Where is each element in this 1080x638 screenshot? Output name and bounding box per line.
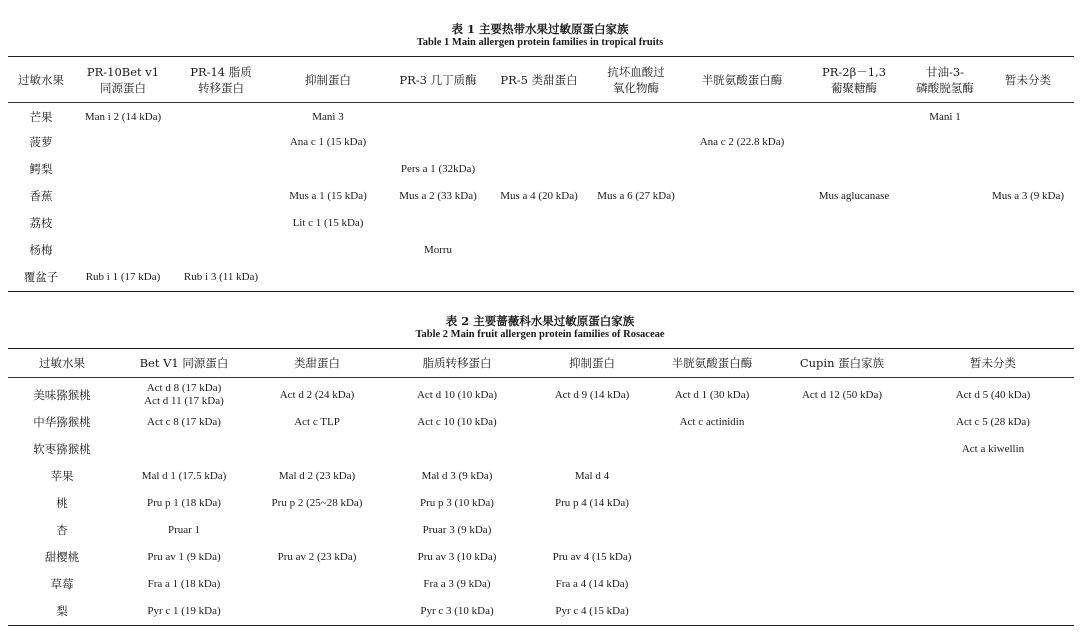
allergen-cell: Ana c 2 (22.8 kDa) — [699, 136, 785, 149]
cell-text: Mal d 1 (17.5 kDa) — [141, 470, 227, 483]
allergen-cell — [982, 130, 1074, 157]
cell-text: Act d 12 (50 kDa) — [801, 388, 883, 401]
table2-caption — [0, 314, 1080, 341]
allergen-cell — [172, 238, 270, 265]
cell-text: 软枣猕猴桃 — [33, 442, 91, 457]
allergen-cell: Mus a 2 (33 kDa) — [399, 190, 477, 203]
allergen-cell — [588, 157, 684, 184]
allergen-cell — [252, 599, 382, 626]
allergen-cell — [772, 599, 912, 626]
cell-text: 苹果 — [50, 469, 74, 484]
allergen-cell — [652, 572, 772, 599]
fruit-name-cell — [8, 410, 116, 437]
allergen-cell — [270, 265, 386, 292]
allergen-cell — [908, 130, 982, 157]
allergen-cell — [270, 157, 386, 184]
allergen-cell — [588, 211, 684, 238]
table1 — [8, 56, 1074, 292]
column-header — [800, 57, 908, 103]
allergen-cell — [116, 464, 252, 491]
allergen-cell — [490, 103, 588, 130]
fruit-name-cell — [8, 545, 116, 572]
allergen-cell — [382, 572, 532, 599]
allergen-cell — [652, 545, 772, 572]
cell-text: Act c 8 (17 kDa) — [147, 416, 221, 429]
allergen-cell — [772, 518, 912, 545]
allergen-cell — [252, 491, 382, 518]
table-row — [8, 437, 1074, 464]
allergen-cell — [172, 211, 270, 238]
allergen-cell: Mani 1 — [929, 111, 961, 123]
column-header — [490, 57, 588, 103]
cell-text: PR-2β－1,3 — [821, 64, 887, 79]
table2-body — [8, 378, 1074, 626]
cell-text: Pruar 3 (9 kDa) — [422, 524, 492, 537]
cell-text: 甜樱桃 — [44, 550, 80, 565]
allergen-cell — [116, 545, 252, 572]
table-row — [8, 491, 1074, 518]
allergen-cell: Rub i 1 (17 kDa) — [85, 271, 161, 283]
allergen-cell — [490, 157, 588, 184]
allergen-cell — [74, 238, 172, 265]
cell-text: 半胱氨酸蛋白酶 — [701, 72, 783, 87]
allergen-cell — [912, 437, 1074, 464]
fruit-name-cell — [8, 572, 116, 599]
allergen-cell — [252, 410, 382, 437]
allergen-cell — [908, 211, 982, 238]
allergen-cell — [382, 491, 532, 518]
cell-text: Act a kiwellin — [961, 443, 1025, 456]
cell-text: 磷酸脱氢酶 — [916, 80, 974, 95]
cell-text: Act d 5 (40 kDa) — [955, 388, 1031, 401]
fruit-name-cell — [8, 464, 116, 491]
fruit-name-cell — [8, 491, 116, 518]
allergen-cell — [382, 378, 532, 410]
allergen-cell — [490, 238, 588, 265]
table-row — [8, 130, 1074, 157]
allergen-cell — [588, 130, 684, 157]
column-header: 半胱氨酸蛋白酶 — [652, 349, 772, 378]
allergen-cell — [532, 437, 652, 464]
allergen-cell — [382, 464, 532, 491]
cell-text: Act c 10 (10 kDa) — [417, 416, 497, 429]
allergen-cell — [386, 130, 490, 157]
table1-caption — [0, 22, 1080, 49]
allergen-cell — [74, 157, 172, 184]
cell-text: Act d 9 (14 kDa) — [554, 388, 630, 401]
cell-text: Act c 5 (28 kDa) — [956, 416, 1030, 429]
table-row — [8, 572, 1074, 599]
fruit-name-cell: 鳄梨 — [29, 162, 53, 177]
allergen-cell — [800, 130, 908, 157]
fruit-name-cell: 荔枝 — [29, 216, 53, 231]
allergen-cell: Mus a 1 (15 kDa) — [289, 190, 367, 203]
allergen-cell — [532, 518, 652, 545]
allergen-cell: Ana c 1 (15 kDa) — [289, 136, 367, 149]
fruit-name-cell: 芒果 — [29, 110, 53, 124]
cell-text: 葡聚糖酶 — [831, 80, 877, 95]
table2-header-row — [8, 349, 1074, 378]
table-row — [8, 265, 1074, 292]
allergen-cell — [684, 157, 800, 184]
allergen-cell — [588, 238, 684, 265]
fruit-name-cell — [8, 599, 116, 626]
allergen-cell — [382, 545, 532, 572]
allergen-cell — [912, 491, 1074, 518]
allergen-cell: Man i 2 (14 kDa) — [84, 111, 162, 123]
allergen-cell: Mus a 3 (9 kDa) — [991, 190, 1065, 203]
cell-text: Mal d 4 — [574, 470, 610, 483]
fruit-name-cell — [8, 437, 116, 464]
allergen-cell — [116, 491, 252, 518]
allergen-cell — [772, 410, 912, 437]
cell-text: 氧化物酶 — [613, 80, 659, 95]
cell-text: Pyr c 4 (15 kDa) — [555, 605, 629, 617]
table-row — [8, 545, 1074, 572]
column-header: 抑制蛋白 — [532, 349, 652, 378]
column-header: Bet V1 同源蛋白 — [116, 349, 252, 378]
allergen-cell — [772, 437, 912, 464]
allergen-cell — [532, 491, 652, 518]
cell-text: Act d 11 (17 kDa) — [144, 395, 224, 408]
allergen-cell — [116, 599, 252, 626]
allergen-cell — [652, 437, 772, 464]
table-row — [8, 599, 1074, 626]
cell-text: Act d 10 (10 kDa) — [416, 388, 498, 401]
cell-text: PR-10Bet v1 — [86, 64, 160, 79]
cell-text: 抗坏血酸过 — [607, 64, 665, 79]
cell-text: Act d 2 (24 kDa) — [279, 388, 355, 401]
allergen-cell — [652, 491, 772, 518]
allergen-cell — [912, 378, 1074, 410]
allergen-cell — [116, 437, 252, 464]
allergen-cell — [532, 545, 652, 572]
cell-text: Pru p 3 (10 kDa) — [420, 497, 494, 510]
cell-text: Act d 8 (17 kDa) — [146, 381, 222, 394]
allergen-cell — [772, 572, 912, 599]
allergen-cell — [908, 265, 982, 292]
fruit-name-cell — [8, 378, 116, 410]
cell-text: Pru p 4 (14 kDa) — [555, 497, 629, 510]
cell-text: 过敏水果 — [18, 72, 64, 87]
allergen-cell — [588, 103, 684, 130]
allergen-cell — [652, 518, 772, 545]
allergen-cell: Mus aglucanase — [818, 190, 890, 203]
table1-caption-zh: 表 1 主要热带水果过敏原蛋白家族 — [451, 22, 629, 36]
allergen-cell: Rub i 3 (11 kDa) — [183, 271, 259, 283]
fruit-name-cell — [8, 518, 116, 545]
allergen-cell — [652, 410, 772, 437]
allergen-cell — [252, 437, 382, 464]
fruit-name-cell: 覆盆子 — [23, 270, 59, 284]
table2 — [8, 348, 1074, 626]
fruit-name-cell: 杨梅 — [29, 243, 53, 258]
table-row — [8, 410, 1074, 437]
allergen-cell: Mus a 6 (27 kDa) — [597, 190, 675, 203]
allergen-cell — [908, 157, 982, 184]
cell-text: Pru p 1 (18 kDa) — [147, 497, 221, 510]
allergen-cell — [252, 545, 382, 572]
cell-text: Fra a 1 (18 kDa) — [147, 578, 221, 591]
allergen-cell — [684, 184, 800, 211]
allergen-cell — [982, 157, 1074, 184]
allergen-cell — [532, 464, 652, 491]
table1-body — [8, 103, 1074, 292]
column-header: 暂未分类 — [912, 349, 1074, 378]
cell-text: Act d 1 (30 kDa) — [674, 388, 750, 401]
cell-text: Mal d 2 (23 kDa) — [278, 470, 356, 483]
allergen-cell — [652, 378, 772, 410]
allergen-cell — [588, 265, 684, 292]
allergen-cell — [172, 103, 270, 130]
allergen-cell — [490, 265, 588, 292]
column-header: 脂质转移蛋白 — [382, 349, 532, 378]
cell-text: Pruar 1 — [167, 524, 201, 537]
allergen-cell — [116, 410, 252, 437]
allergen-cell — [982, 103, 1074, 130]
cell-text: Pru p 2 (25~28 kDa) — [271, 497, 363, 510]
allergen-cell — [912, 572, 1074, 599]
allergen-cell — [532, 378, 652, 410]
cell-text: Pyr c 3 (10 kDa) — [420, 605, 494, 617]
cell-text: 杏 — [56, 523, 68, 538]
cell-text: Pru av 2 (23 kDa) — [277, 551, 357, 564]
allergen-cell — [116, 378, 252, 410]
allergen-cell — [172, 157, 270, 184]
allergen-cell — [172, 184, 270, 211]
cell-text: PR-3 几丁质酶 — [399, 72, 477, 87]
cell-text: 美味猕猴桃 — [33, 387, 91, 402]
allergen-cell — [912, 410, 1074, 437]
allergen-cell — [386, 103, 490, 130]
allergen-cell — [772, 378, 912, 410]
column-header — [74, 57, 172, 103]
table-row — [8, 238, 1074, 265]
allergen-cell — [912, 599, 1074, 626]
allergen-cell: Lit c 1 (15 kDa) — [292, 217, 364, 230]
cell-text: 桃 — [56, 496, 68, 511]
allergen-cell — [800, 157, 908, 184]
allergen-cell — [684, 103, 800, 130]
allergen-cell — [490, 211, 588, 238]
allergen-cell — [684, 238, 800, 265]
cell-text: 暂未分类 — [1005, 72, 1051, 87]
allergen-cell — [772, 464, 912, 491]
table1-caption-en: Table 1 Main allergen protein families in tropical fruits — [416, 37, 664, 48]
table-row — [8, 157, 1074, 184]
column-header — [270, 57, 386, 103]
allergen-cell — [382, 410, 532, 437]
table1-header-row — [8, 57, 1074, 103]
allergen-cell — [982, 238, 1074, 265]
allergen-cell: Mus a 4 (20 kDa) — [500, 190, 578, 203]
allergen-cell — [772, 491, 912, 518]
cell-text: Mal d 3 (9 kDa) — [421, 470, 493, 483]
column-header — [588, 57, 684, 103]
column-header — [8, 57, 74, 103]
allergen-cell: Mani 3 — [312, 111, 344, 123]
allergen-cell: Morru — [423, 244, 453, 257]
allergen-cell — [908, 184, 982, 211]
allergen-cell: Pers a 1 (32kDa) — [400, 163, 476, 176]
allergen-cell — [252, 378, 382, 410]
allergen-cell — [772, 545, 912, 572]
allergen-cell — [982, 211, 1074, 238]
allergen-cell — [982, 265, 1074, 292]
column-header — [684, 57, 800, 103]
allergen-cell — [684, 265, 800, 292]
cell-text: Act c TLP — [294, 416, 340, 429]
allergen-cell — [74, 211, 172, 238]
cell-text: PR-5 类甜蛋白 — [500, 72, 578, 87]
cell-text: Fra a 3 (9 kDa) — [423, 578, 491, 591]
cell-text: 梨 — [56, 604, 68, 618]
allergen-cell — [490, 130, 588, 157]
allergen-cell — [252, 464, 382, 491]
column-header — [386, 57, 490, 103]
allergen-cell — [800, 211, 908, 238]
allergen-cell — [382, 518, 532, 545]
allergen-cell — [382, 437, 532, 464]
cell-text: Pru av 4 (15 kDa) — [552, 551, 632, 564]
column-header — [172, 57, 270, 103]
column-header — [982, 57, 1074, 103]
allergen-cell — [74, 130, 172, 157]
allergen-cell — [912, 518, 1074, 545]
cell-text: 中华猕猴桃 — [33, 415, 91, 430]
allergen-cell — [800, 238, 908, 265]
allergen-cell — [908, 238, 982, 265]
cell-text: 草莓 — [50, 577, 74, 592]
table-row — [8, 518, 1074, 545]
table-row — [8, 211, 1074, 238]
allergen-cell — [652, 599, 772, 626]
allergen-cell — [532, 599, 652, 626]
allergen-cell — [116, 518, 252, 545]
table2-caption-zh: 表 2 主要蔷薇科水果过敏原蛋白家族 — [445, 314, 635, 328]
table-row — [8, 378, 1074, 410]
allergen-cell — [386, 265, 490, 292]
allergen-cell — [252, 518, 382, 545]
cell-text: Fra a 4 (14 kDa) — [555, 578, 629, 591]
table-row — [8, 103, 1074, 130]
allergen-cell — [912, 464, 1074, 491]
allergen-cell — [382, 599, 532, 626]
cell-text: 转移蛋白 — [198, 80, 244, 95]
allergen-cell — [800, 103, 908, 130]
column-header: 过敏水果 — [8, 349, 116, 378]
column-header: Cupin 蛋白家族 — [772, 349, 912, 378]
cell-text: Pru av 1 (9 kDa) — [147, 551, 221, 564]
cell-text: 同源蛋白 — [100, 80, 146, 95]
column-header: 类甜蛋白 — [252, 349, 382, 378]
cell-text: PR-14 脂质 — [190, 64, 252, 79]
table2-caption-en: Table 2 Main fruit allergen protein families of Rosaceae — [415, 329, 665, 340]
allergen-cell — [386, 211, 490, 238]
allergen-cell — [532, 572, 652, 599]
table-row — [8, 464, 1074, 491]
fruit-name-cell: 香蕉 — [29, 189, 53, 204]
cell-text: 甘油-3- — [925, 64, 965, 79]
allergen-cell — [800, 265, 908, 292]
allergen-cell — [684, 211, 800, 238]
allergen-cell — [252, 572, 382, 599]
cell-text: Pyr c 1 (19 kDa) — [147, 605, 221, 617]
table-row — [8, 184, 1074, 211]
cell-text: Act c actinidin — [679, 416, 745, 429]
fruit-name-cell: 菠萝 — [29, 135, 53, 150]
allergen-cell — [912, 545, 1074, 572]
allergen-cell — [172, 130, 270, 157]
cell-text: Pru av 3 (10 kDa) — [417, 551, 497, 564]
cell-text: 抑制蛋白 — [305, 72, 351, 87]
allergen-cell — [532, 410, 652, 437]
column-header — [908, 57, 982, 103]
allergen-cell — [74, 184, 172, 211]
allergen-cell — [652, 464, 772, 491]
allergen-cell — [270, 238, 386, 265]
allergen-cell — [116, 572, 252, 599]
